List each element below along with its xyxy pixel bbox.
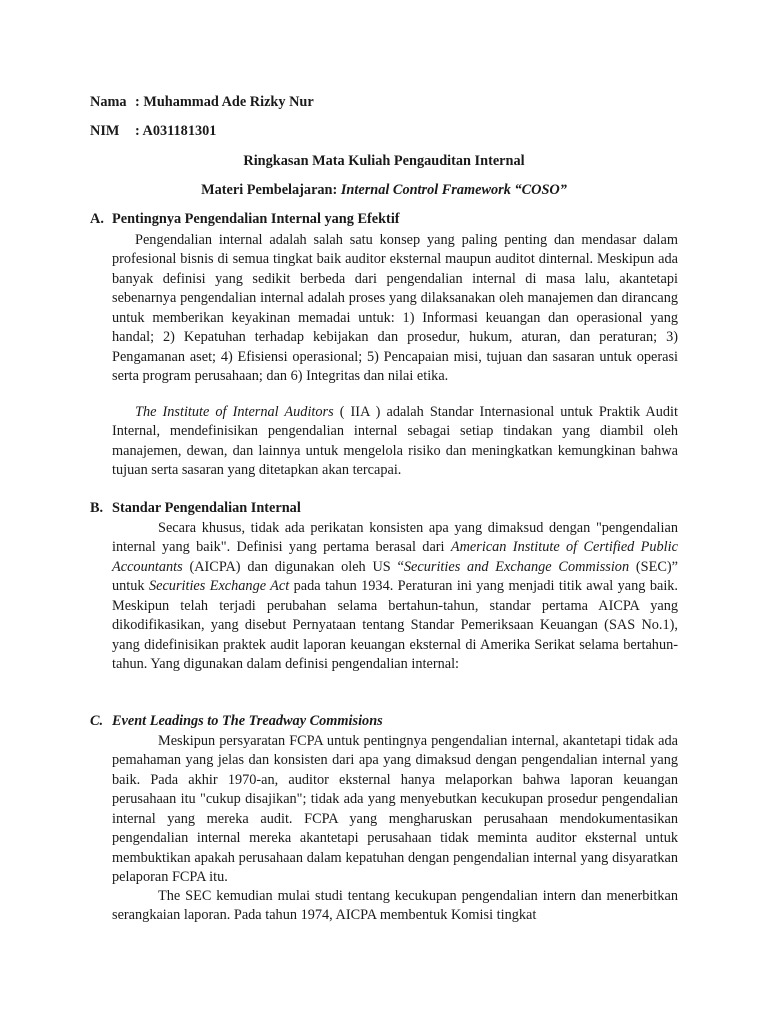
section-b-text-4: pada tahun 1934. Peraturan ini yang menjadi titik awal yang baik. Meskipun telah terjadi perubahan selama bertahun-tahun, standar pertama AICPA yang dikodifikasikan, yang disebut Pernyataan tentang Standar Pemeriksaan Keuangan (SAS No.1), yang didefinisikan praktek audit laporan keuangan eksternal di Amerika Serikat selama bertahun-tahun. Yang digunakan dalam definisi pengendalian internal:: [112, 578, 679, 673]
document-title: Ringkasan Mata Kuliah Pengauditan Internal: [243, 153, 525, 169]
nama-value: : Muhammad Ade Rizky Nur: [135, 94, 314, 110]
section-c-paragraph-1: Meskipun persyaratan FCPA untuk pentingnya pengendalian internal, akantetapi tidak ada pemahaman yang jelas dan konsisten dari apa yang dimaksud dengan pengendalian internal yang baik. Pada akhir 1970-an, auditor eksternal hanya melaporkan bahwa laporan keuangan perusahaan itu "cukup disajikan"; tidak ada yang menyebutkan kecukupan prosedur pengendalian internal yang mereka audit. FCPA yang mengharuskan perusahaan mendokumentasikan pengendalian internal mereka akantetapi perusahaan tidak meminta auditor eksternal untuk membuktikan apakah perusahaan dalam kepatuhan dengan pengendalian internal yang disyaratkan pelaporan FCPA itu.: [112, 733, 678, 886]
section-a-paragraph-2: [112, 403, 678, 481]
section-a-number: A.: [90, 211, 104, 227]
section-b-number: B.: [90, 500, 104, 516]
nama-label: Nama: [90, 94, 127, 110]
section-c-heading: Event Leadings to The Treadway Commisions: [112, 713, 383, 729]
nim-value: : A031181301: [135, 123, 217, 139]
aicpa-name: American Institute of Certified Public Accountants: [112, 539, 678, 575]
sec-name: Securities and Exchange Commission: [403, 558, 630, 575]
section-b-text-3: (SEC)” untuk: [112, 558, 678, 595]
section-b-paragraph: [112, 519, 678, 675]
section-b-text-2: (AICPA) dan digunakan oleh US “: [182, 558, 404, 575]
section-c-number: C.: [90, 713, 104, 729]
iia-name: The Institute of Internal Auditors: [135, 404, 334, 420]
section-a-paragraph-1: Pengendalian internal adalah salah satu konsep yang paling penting dan mendasar dalam profesional bisnis di semua tingkat baik auditor eksternal maupun auditot dinternal. Meskipun ada banyak definisi yang sedikit berbeda dari pengendalian internal di masa lalu, akantetapi sebenarnya pengendalian internal adalah proses yang dilaksanakan oleh manajemen dan dirancang untuk memberikan keyakinan memadai untuk: 1) Informasi keuangan dan operasional yang handal; 2) Kepatuhan terhadap kebijakan dan prosedur, hukum, aturan, dan peraturan; 3) Pengamanan aset; 4) Efisiensi operasional; 5) Pencapaian misi, tujuan dan sasaran untuk operasi serta program perusahaan; dan 6) Integritas dan nilai etika.: [112, 232, 678, 385]
section-b-heading: Standar Pengendalian Internal: [112, 500, 301, 516]
section-a-paragraph-2-text: ( IIA ) adalah Standar Internasional untuk Praktik Audit Internal, mendefinisikan pengendalian internal sebagai setiap tindakan yang diambil oleh manajemen, dewan, dan lainnya untuk mengelola risiko dan meningkatkan kemungkinan bahwa tujuan serta sasaran yang ditetapkan akan tercapai.: [112, 404, 678, 479]
subtitle-prefix: Materi Pembelajaran:: [201, 182, 338, 198]
document-subtitle: [0, 181, 768, 201]
nim-label: NIM: [90, 123, 120, 139]
section-a-heading: Pentingnya Pengendalian Internal yang Efektif: [112, 211, 400, 227]
section-b-text-1: Secara khusus, tidak ada perikatan konsisten apa yang dimaksud dengan "pengendalian internal yang baik". Definisi yang pertama berasal dari: [112, 520, 678, 556]
section-c-paragraph-2: The SEC kemudian mulai studi tentang kecukupan pengendalian intern dan menerbitkan serangkaian laporan. Pada tahun 1974, AICPA membentuk Komisi tingkat: [112, 888, 678, 924]
subtitle-italic: Internal Control Framework “COSO”: [340, 182, 567, 198]
securities-exchange-act: Securities Exchange Act: [148, 578, 290, 595]
